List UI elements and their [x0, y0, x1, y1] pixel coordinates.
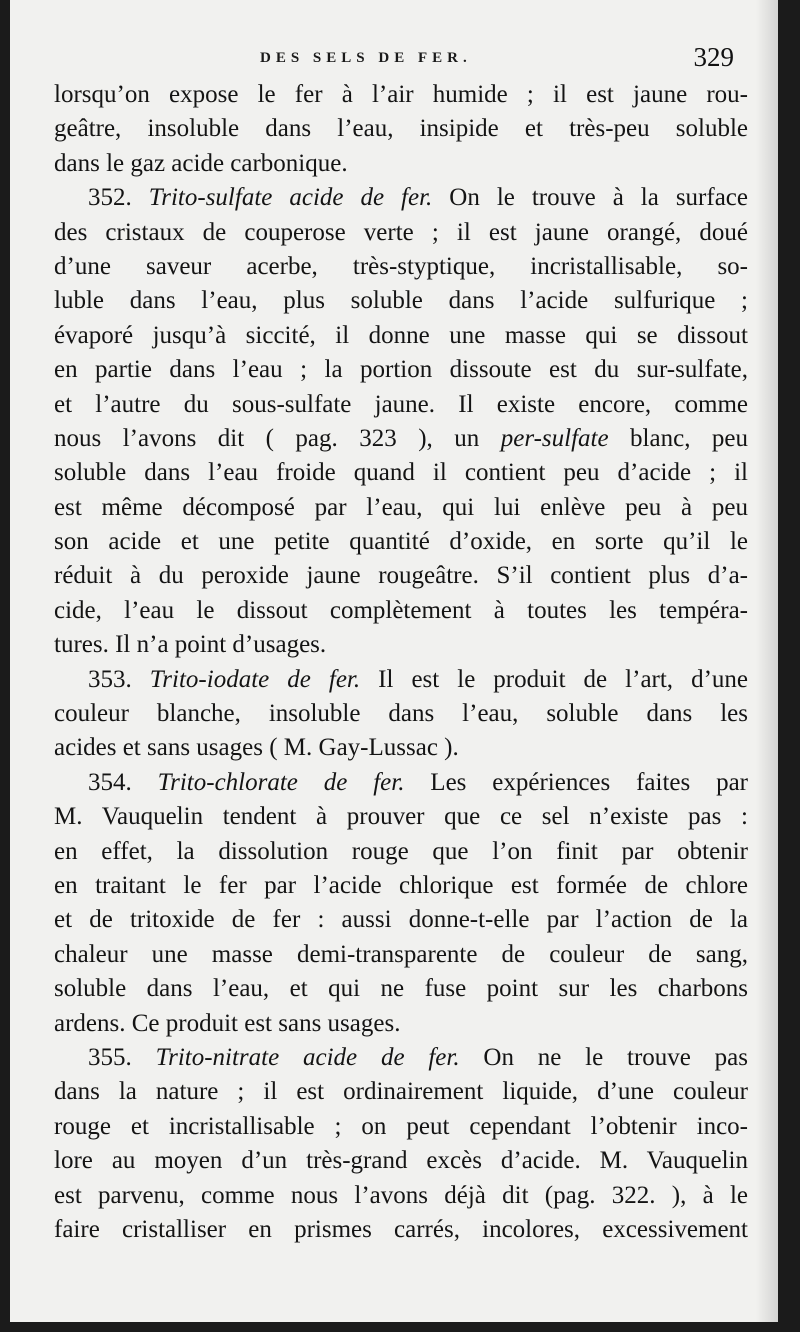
text-fragment: On ne le trouve pas: [459, 1043, 748, 1071]
text-line: cide, l’eau le dissout complètement à toutes les tempéra-: [54, 596, 748, 624]
text-line: rouge et incristallisable ; on peut cependant l’obtenir inco-: [54, 1112, 748, 1140]
text-line: des cristaux de couperose verte ; il est jaune orangé, doué: [54, 218, 748, 246]
page-edge-shadow: [756, 0, 778, 1322]
text-line: soluble dans l’eau froide quand il contient peu d’acide ; il: [54, 459, 748, 487]
text-line: geâtre, insoluble dans l’eau, insipide et très-peu soluble: [54, 115, 748, 143]
section-title-355: Trito-nitrate acide de fer.: [155, 1043, 460, 1071]
text-line: en effet, la dissolution rouge que l’on finit par obtenir: [54, 837, 748, 865]
text-line: évaporé jusqu’à siccité, il donne une masse qui se dissout: [54, 321, 748, 349]
text-line: réduit à du peroxide jaune rougeâtre. S’il contient plus d’a-: [54, 562, 748, 590]
running-head: DES SELS DE FER.: [260, 50, 472, 66]
text-line: et de tritoxide de fer : aussi donne-t-elle par l’action de la: [54, 906, 748, 934]
text-line: couleur blanche, insoluble dans l’eau, soluble dans les: [54, 700, 748, 728]
text-fragment: Il est le produit de l’art, d’une: [360, 665, 749, 693]
book-page: [10, 0, 778, 1322]
section-number-353: 353.: [88, 665, 132, 693]
text-line: soluble dans l’eau, et qui ne fuse point sur les charbons: [54, 975, 748, 1003]
paragraph-354-first-line: [54, 766, 748, 800]
text-fragment: On le trouve à la surface: [432, 184, 748, 212]
text-fragment: nous l’avons dit ( pag. 323 ), un: [54, 424, 501, 452]
text-line: [54, 422, 748, 456]
text-line: M. Vauquelin tendent à prouver que ce sel n’existe pas :: [54, 803, 748, 831]
text-line: dans le gaz acide carbonique.: [54, 149, 348, 177]
text-line: dans la nature ; il est ordinairement liquide, d’une couleur: [54, 1078, 748, 1106]
text-fragment: Les expériences faites par: [404, 768, 749, 796]
text-line: en partie dans l’eau ; la portion dissoute est du sur-sulfate,: [54, 356, 748, 384]
italic-term: per-sulfate: [500, 424, 609, 452]
paragraph-353-first-line: [54, 663, 748, 697]
text-line: son acide et une petite quantité d’oxide, en sorte qu’il le: [54, 528, 748, 556]
text-fragment: blanc, peu: [608, 424, 749, 452]
text-line: ardens. Ce produit est sans usages.: [54, 1009, 401, 1037]
page-number: 329: [693, 42, 734, 72]
section-number-352: 352.: [88, 184, 132, 212]
section-title-354: Trito-chlorate de fer.: [157, 768, 405, 796]
text-line: tures. Il n’a point d’usages.: [54, 631, 327, 659]
text-line: luble dans l’eau, plus soluble dans l’acide sulfurique ;: [54, 287, 748, 315]
body-text: [54, 78, 748, 1247]
text-line: chaleur une masse demi-transparente de couleur de sang,: [54, 940, 748, 968]
paragraph-355-first-line: [54, 1041, 748, 1075]
text-line: lorsqu’on expose le fer à l’air humide ; il est jaune rou-: [54, 81, 748, 108]
section-title-352: Trito-sulfate acide de fer.: [148, 184, 433, 212]
paragraph-352-first-line: [54, 181, 748, 215]
section-number-354: 354.: [88, 768, 132, 796]
section-title-353: Trito-iodate de fer.: [149, 665, 361, 693]
text-line: en traitant le fer par l’acide chlorique est formée de chlore: [54, 871, 748, 899]
text-line: et l’autre du sous-sulfate jaune. Il existe encore, comme: [54, 390, 748, 418]
text-line: acides et sans usages ( M. Gay-Lussac ).: [54, 734, 459, 762]
text-line: lore au moyen d’un très-grand excès d’acide. M. Vauquelin: [54, 1147, 748, 1175]
page-header: [10, 42, 778, 82]
text-line: est parvenu, comme nous l’avons déjà dit (pag. 322. ), à le: [54, 1181, 748, 1209]
text-line: faire cristalliser en prismes carrés, incolores, excessivement: [54, 1215, 748, 1243]
text-line: d’une saveur acerbe, très-styptique, incristallisable, so-: [54, 252, 748, 280]
text-line: est même décomposé par l’eau, qui lui enlève peu à peu: [54, 493, 748, 521]
section-number-355: 355.: [88, 1043, 132, 1071]
